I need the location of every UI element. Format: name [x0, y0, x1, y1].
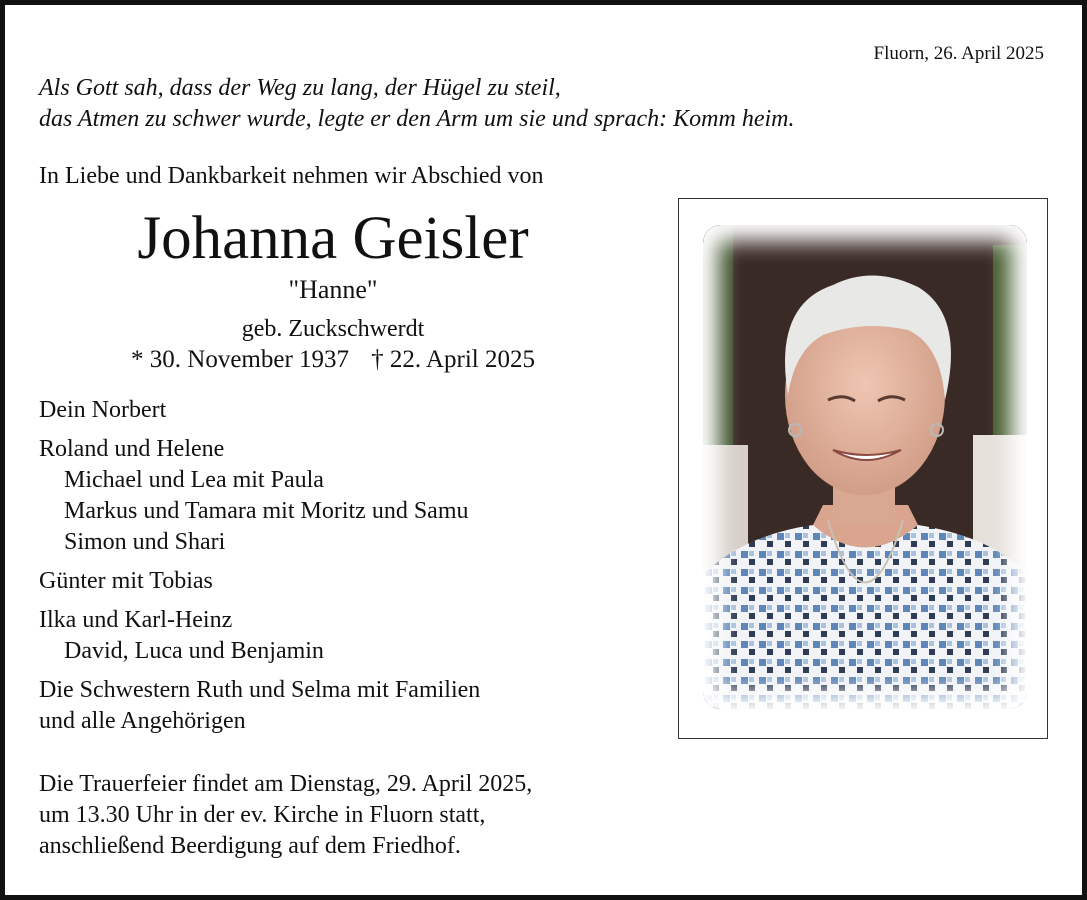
- death-date: † 22. April 2025: [371, 346, 535, 373]
- deceased-nickname: "Hanne": [288, 275, 378, 304]
- mourner-line: und alle Angehörigen: [39, 708, 246, 734]
- funeral-line: Die Trauerfeier findet am Dienstag, 29. April 2025,: [39, 771, 533, 797]
- hair: [785, 275, 951, 400]
- mourner-line: Dein Norbert: [39, 397, 167, 423]
- portrait-photo: [703, 225, 1027, 709]
- mourner-line: Günter mit Tobias: [39, 568, 213, 594]
- place-date: Fluorn, 26. April 2025: [873, 43, 1044, 64]
- intro-text: In Liebe und Dankbarkeit nehmen wir Abschied von: [39, 163, 544, 189]
- life-dates: [5, 346, 661, 374]
- funeral-info: [39, 769, 532, 862]
- portrait-illustration: [703, 225, 1027, 709]
- verse-line: das Atmen zu schwer wurde, legte er den Arm um sie und sprach: Komm heim.: [39, 106, 795, 132]
- mourner-line: Markus und Tamara mit Moritz und Samu: [64, 498, 469, 524]
- mourner-line: Michael und Lea mit Paula: [64, 467, 324, 493]
- birth-date: * 30. November 1937: [131, 346, 350, 373]
- photo-background: [703, 225, 1027, 709]
- portrait-frame: [678, 198, 1048, 739]
- blouse: [703, 525, 1027, 709]
- verse-line: Als Gott sah, dass der Weg zu lang, der Hügel zu steil,: [39, 75, 561, 101]
- funeral-line: anschließend Beerdigung auf dem Friedhof.: [39, 833, 461, 859]
- mourner-line: Roland und Helene: [39, 436, 225, 462]
- mourner-line: Die Schwestern Ruth und Selma mit Familien: [39, 677, 481, 703]
- mourner-line: David, Luca und Benjamin: [64, 638, 324, 664]
- memorial-verse: [39, 73, 999, 135]
- deceased-name: Johanna Geisler: [137, 205, 529, 272]
- mourner-line: Ilka und Karl-Heinz: [39, 607, 233, 633]
- mourners-list: [39, 395, 480, 737]
- face: [785, 295, 945, 495]
- funeral-line: um 13.30 Uhr in der ev. Kirche in Fluorn statt,: [39, 802, 486, 828]
- birth-name: geb. Zuckschwerdt: [241, 316, 425, 342]
- mourner-line: Simon und Shari: [64, 529, 226, 555]
